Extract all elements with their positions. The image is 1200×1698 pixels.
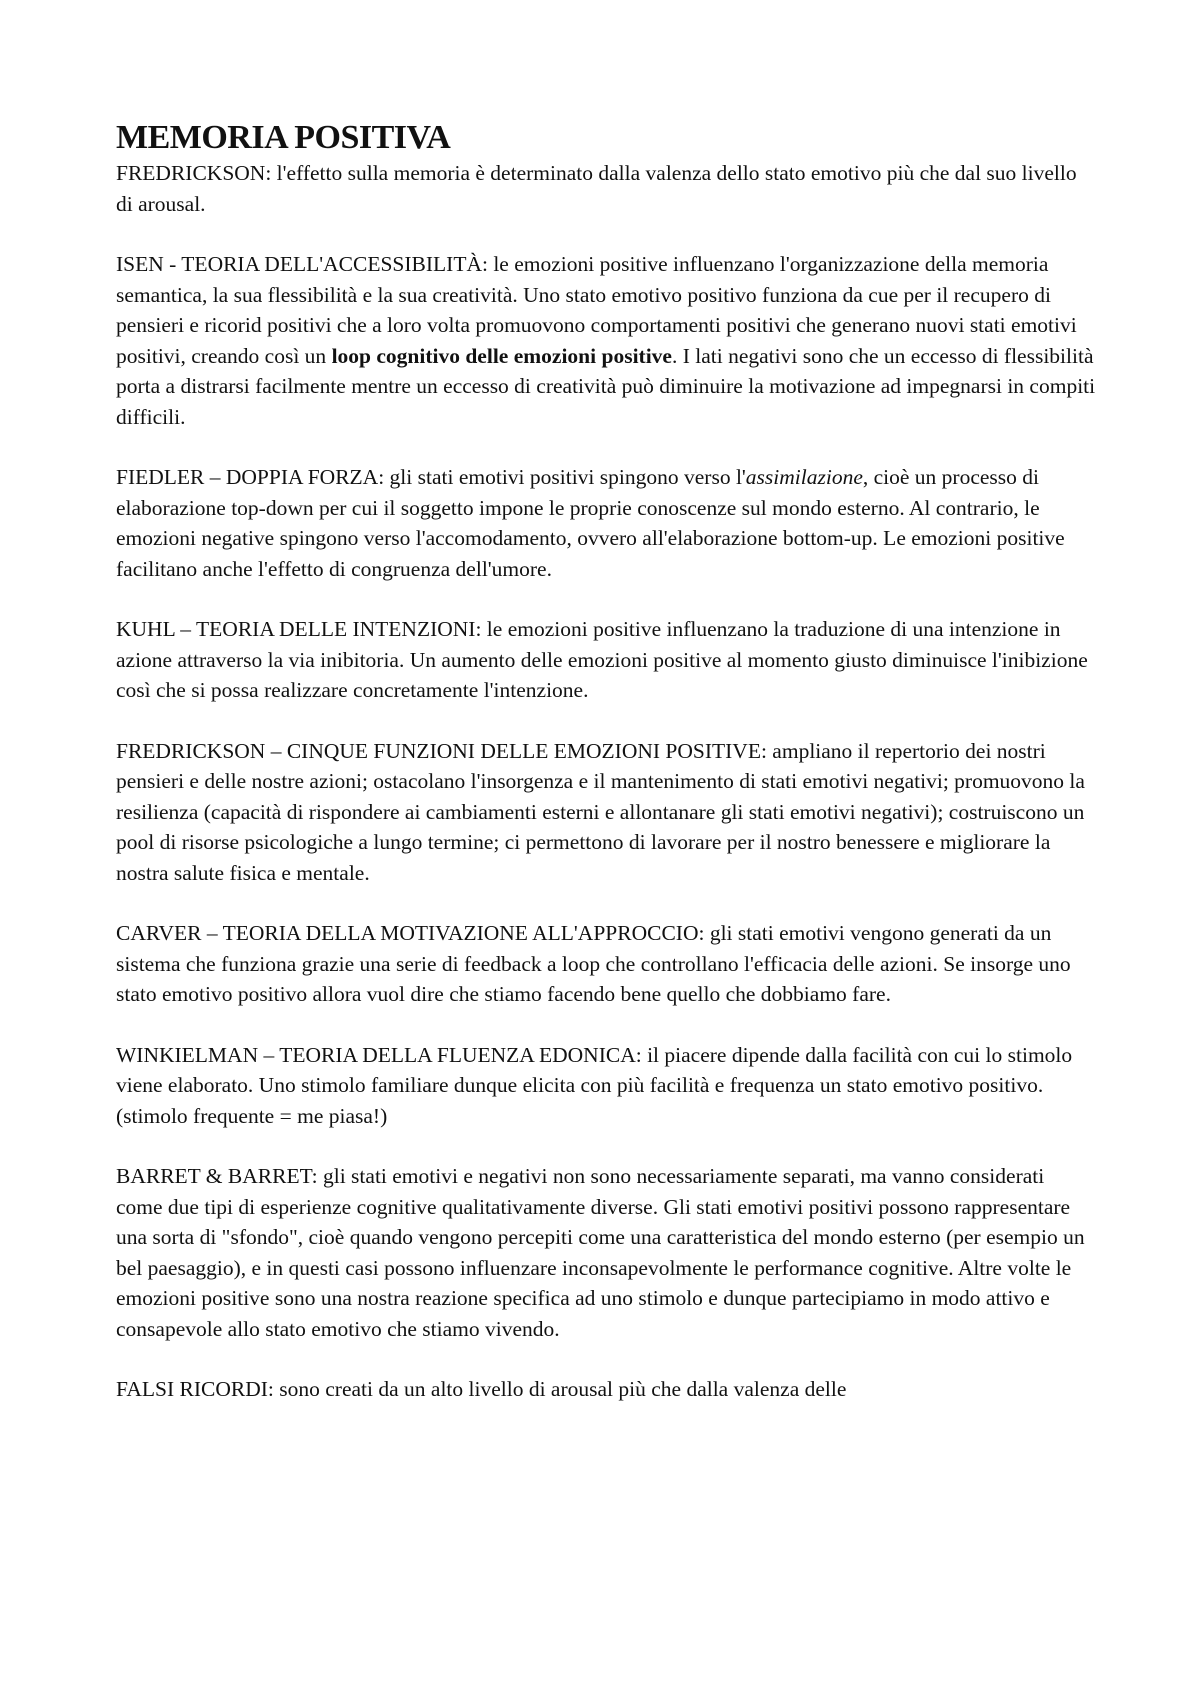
paragraph-falsi-ricordi: FALSI RICORDI: sono creati da un alto livello di arousal più che dalla valenza delle — [116, 1377, 847, 1401]
paragraph-fredrickson-functions: FREDRICKSON – CINQUE FUNZIONI DELLE EMOZIONI POSITIVE: ampliano il repertorio dei nostri pensieri e delle nostre azioni; ostacolano l'insorgenza e il mantenimento di stati emotivi negativi; promuovono la resilienza (capacità di rispondere ai cambiamenti esterni e allontanare gli stati emotivi negativi); costruiscono un pool di risorse psicologiche a lungo termine; ci permettono di lavorare per il nostro benessere e migliorare la nostra salute fisica e mentale. — [116, 738, 1085, 885]
paragraph-text: . I lati negativi sono che un eccesso di flessibilità porta a distrarsi facilmente mentre un eccesso di creatività può diminuire la motivazione ad impegnarsi in compiti difficili. — [116, 343, 1096, 429]
paragraph-barret: BARRET & BARRET: gli stati emotivi e negativi non sono necessariamente separati, ma vanno considerati come due tipi di esperienze cognitive qualitativamente diverse. Gli stati emotivi positivi possono rappresentare una sorta di "sfondo", cioè quando vengono percepiti come una caratteristica del mondo esterno (per esempio un bel paesaggio), e in questi casi possono influenzare inconsapevolmente le performance cognitive. Altre volte le emozioni positive sono una nostra reazione specifica ad uno stimolo e dunque partecipiamo in modo attivo e consapevole allo stato emotivo che stiamo vivendo. — [116, 1164, 1085, 1341]
paragraph-isen — [116, 249, 1096, 432]
paragraph-text: FIEDLER – DOPPIA FORZA: gli stati emotivi positivi spingono verso l' — [116, 465, 746, 489]
document-page — [116, 118, 1096, 1435]
bold-term: loop cognitivo delle emozioni positive — [331, 343, 672, 368]
page-title: MEMORIA POSITIVA — [116, 119, 451, 156]
paragraph-winkielman: WINKIELMAN – TEORIA DELLA FLUENZA EDONICA: il piacere dipende dalla facilità con cui lo stimolo viene elaborato. Uno stimolo familiare dunque elicita con più facilità e frequenza un stato emotivo positivo. (stimolo frequente = me piasa!) — [116, 1042, 1073, 1128]
paragraph-text: , cioè un processo di elaborazione top-down per cui il soggetto impone le proprie conoscenze sul mondo esterno. Al contrario, le emozioni negative spingono verso l'accomodamento, ovvero all'elaborazione bottom-up. Le emozioni positive facilitano anche l'effetto di congruenza dell'umore. — [116, 465, 1065, 581]
paragraph-text: ISEN - TEORIA DELL'ACCESSIBILITÀ: le emozioni positive influenzano l'organizzazione della memoria semantica, la sua flessibilità e la sua creatività. Uno stato emotivo positivo funziona da cue per il recupero di pensieri e ricorid positivi che a loro volta promuovono comportamenti positivi che generano nuovi stati emotivi positivi, creando così un — [116, 252, 1077, 368]
paragraph-carver: CARVER – TEORIA DELLA MOTIVAZIONE ALL'APPROCCIO: gli stati emotivi vengono generati da un sistema che funziona grazie una serie di feedback a loop che controllano l'efficacia delle azioni. Se insorge uno stato emotivo positivo allora vuol dire che stiamo facendo bene quello che dobbiamo fare. — [116, 921, 1071, 1006]
italic-term: assimilazione — [745, 465, 863, 489]
paragraph-fredrickson-memory: FREDRICKSON: l'effetto sulla memoria è determinato dalla valenza dello stato emotivo più che dal suo livello di arousal. — [116, 161, 1077, 216]
paragraph-kuhl: KUHL – TEORIA DELLE INTENZIONI: le emozioni positive influenzano la traduzione di una intenzione in azione attraverso la via inibitoria. Un aumento delle emozioni positive al momento giusto diminuisce l'inibizione così che si possa realizzare concretamente l'intenzione. — [116, 617, 1088, 702]
paragraph-fiedler — [116, 462, 1096, 584]
